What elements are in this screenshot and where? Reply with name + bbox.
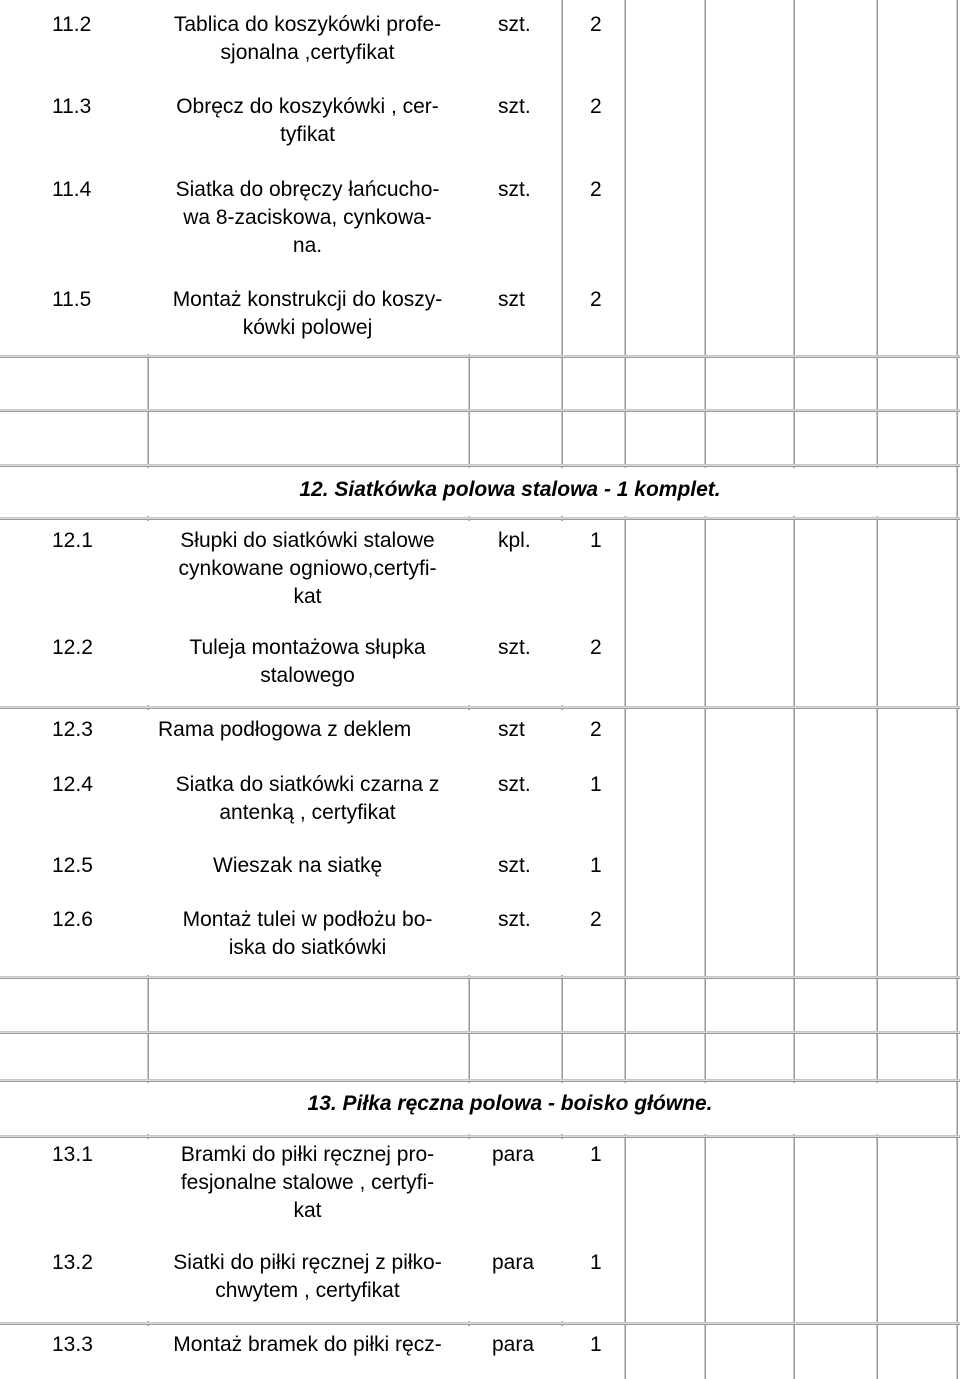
- item-name: Bramki do piłki ręcznej pro- fesjonalne stalowe , certyfi- kat: [180, 1143, 435, 1222]
- item-name: Słupki do siatkówki stalowe cynkowane ogniowo,certyfi- kat: [178, 529, 437, 608]
- row-divider: [0, 706, 960, 709]
- item-number: 11.4: [52, 178, 92, 201]
- row-divider: [0, 464, 960, 467]
- column-divider: [793, 0, 795, 1379]
- item-name: Tuleja montażowa słupka stalowego: [189, 636, 426, 687]
- item-unit: szt.: [498, 636, 531, 659]
- item-name: Rama podłogowa z deklem: [158, 718, 412, 741]
- item-unit: szt.: [498, 908, 531, 931]
- item-quantity: 2: [590, 178, 602, 201]
- item-quantity: 1: [590, 529, 602, 552]
- column-divider: [704, 0, 706, 1379]
- item-name: Wieszak na siatkę: [213, 854, 383, 877]
- section-heading-12: 12. Siatkówka polowa stalowa - 1 komplet.: [299, 478, 721, 501]
- section-heading-13: 13. Piłka ręczna polowa - boisko główne.: [307, 1092, 713, 1115]
- item-number: 11.5: [52, 288, 92, 311]
- item-quantity: 1: [590, 773, 602, 796]
- row-divider: [0, 517, 960, 520]
- item-unit: kpl.: [498, 529, 531, 552]
- item-unit: para: [492, 1251, 535, 1274]
- item-quantity: 1: [590, 1143, 602, 1166]
- item-name: Siatka do siatkówki czarna z antenką , certyfikat: [175, 773, 440, 824]
- column-divider: [624, 0, 626, 1379]
- item-quantity: 2: [590, 95, 602, 118]
- item-name: Obręcz do koszykówki , cer- tyfikat: [176, 95, 439, 146]
- item-number: 12.1: [52, 529, 93, 552]
- item-unit: para: [492, 1333, 535, 1356]
- item-number: 12.5: [52, 854, 93, 877]
- item-number: 12.3: [52, 718, 93, 741]
- item-quantity: 2: [590, 636, 602, 659]
- item-number: 13.3: [52, 1333, 93, 1356]
- item-unit: szt.: [498, 178, 531, 201]
- row-divider: [0, 1031, 960, 1034]
- item-unit: para: [492, 1143, 535, 1166]
- row-divider: [0, 976, 960, 979]
- item-number: 11.2: [52, 13, 92, 36]
- item-name: Montaż tulei w podłożu bo- iska do siatkówki: [182, 908, 433, 959]
- item-unit: szt.: [498, 13, 531, 36]
- item-number: 12.6: [52, 908, 93, 931]
- item-number: 11.3: [52, 95, 92, 118]
- item-name: Siatka do obręczy łańcucho- wa 8-zaciskowa, cynkowa- na.: [175, 178, 440, 257]
- item-quantity: 1: [590, 854, 602, 877]
- item-name: Montaż bramek do piłki ręcz-: [173, 1333, 442, 1356]
- item-quantity: 2: [590, 908, 602, 931]
- item-name: Montaż konstrukcji do koszy- kówki polowej: [172, 288, 443, 339]
- item-unit: szt: [498, 718, 525, 741]
- item-quantity: 2: [590, 718, 602, 741]
- column-divider: [956, 0, 958, 1379]
- item-unit: szt: [498, 288, 525, 311]
- item-unit: szt.: [498, 854, 531, 877]
- item-name: Tablica do koszykówki profe- sjonalna ,certyfikat: [173, 13, 442, 64]
- row-divider: [0, 1322, 960, 1325]
- row-divider: [0, 1135, 960, 1138]
- item-quantity: 2: [590, 288, 602, 311]
- item-number: 12.4: [52, 773, 93, 796]
- item-number: 13.2: [52, 1251, 93, 1274]
- item-quantity: 1: [590, 1251, 602, 1274]
- item-unit: szt.: [498, 773, 531, 796]
- column-divider: [876, 0, 878, 1379]
- item-quantity: 1: [590, 1333, 602, 1356]
- row-divider: [0, 409, 960, 412]
- row-divider: [0, 1079, 960, 1082]
- row-divider: [0, 355, 960, 358]
- item-quantity: 2: [590, 13, 602, 36]
- item-number: 12.2: [52, 636, 93, 659]
- item-number: 13.1: [52, 1143, 93, 1166]
- item-unit: szt.: [498, 95, 531, 118]
- item-name: Siatki do piłki ręcznej z piłko- chwytem , certyfikat: [173, 1251, 442, 1302]
